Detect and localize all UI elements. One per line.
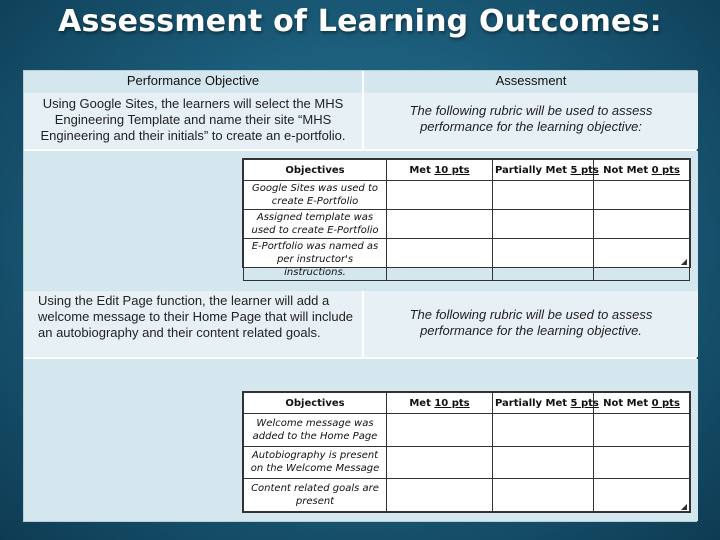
rubric-header-partially-met: Partially Met 5 pts [493,160,594,181]
assessment-text-2: The following rubric will be used to assess performance for the learning objective. [362,291,698,357]
rubric-criterion: Google Sites was used to create E-Portfolio [244,181,387,210]
header-assessment: Assessment [362,71,698,93]
rubric-row [244,239,690,281]
rubric-table-1 [242,158,691,278]
objective-text-2: Using the Edit Page function, the learner will add a welcome message to their Home Page that will include an autobiography and their content related goals. [24,291,362,357]
rubric-criterion: E-Portfolio was named as per instructor's instructions. [244,239,387,281]
rubric-header-objectives: Objectives [244,393,387,414]
rubric-score-cell [594,239,690,281]
rubric-row [244,446,690,479]
rubric-score-cell [493,446,594,479]
rubric-header-partially-met: Partially Met 5 pts [493,393,594,414]
rubric-score-cell [493,210,594,239]
rubric-row [244,479,690,512]
corner-mark: ◢ [680,257,687,266]
rubric-criterion: Content related goals are present [244,479,387,512]
rubric-score-cell [387,239,493,281]
rubric-criterion: Welcome message was added to the Home Page [244,414,387,447]
corner-mark: ◢ [680,502,687,511]
rubric-score-cell [594,414,690,447]
rubric-score-cell [594,181,690,210]
rubric-criterion: Autobiography is present on the Welcome Message [244,446,387,479]
objective-text-1: Using Google Sites, the learners will select the MHS Engineering Template and name their site “MHS Engineering and their initials” to create an e-portfolio. [24,93,362,149]
rubric-score-cell [594,446,690,479]
rubric-score-cell [387,414,493,447]
rubric-header-objectives: Objectives [244,160,387,181]
rubric-score-cell [493,414,594,447]
rubric-header-met: Met 10 pts [387,393,493,414]
rubric-header-met: Met 10 pts [387,160,493,181]
rubric-table-2 [242,391,691,513]
rubric-row [244,414,690,447]
assessment-text-1: The following rubric will be used to assess performance for the learning objective: [362,93,698,149]
rubric-score-cell [387,446,493,479]
header-performance-objective: Performance Objective [24,71,362,93]
rubric-score-cell [387,479,493,512]
rubric-row [244,181,690,210]
rubric-score-cell [493,479,594,512]
rubric-score-cell [493,181,594,210]
rubric-score-cell [493,239,594,281]
rubric-score-cell [594,210,690,239]
rubric-score-cell [387,181,493,210]
rubric-header-not-met: Not Met 0 pts [594,160,690,181]
rubric-header-not-met: Not Met 0 pts [594,393,690,414]
rubric-criterion: Assigned template was used to create E-Portfolio [244,210,387,239]
rubric-row [244,210,690,239]
slide-title: Assessment of Learning Outcomes: [58,4,662,39]
rubric-score-cell [387,210,493,239]
rubric-score-cell [594,479,690,512]
